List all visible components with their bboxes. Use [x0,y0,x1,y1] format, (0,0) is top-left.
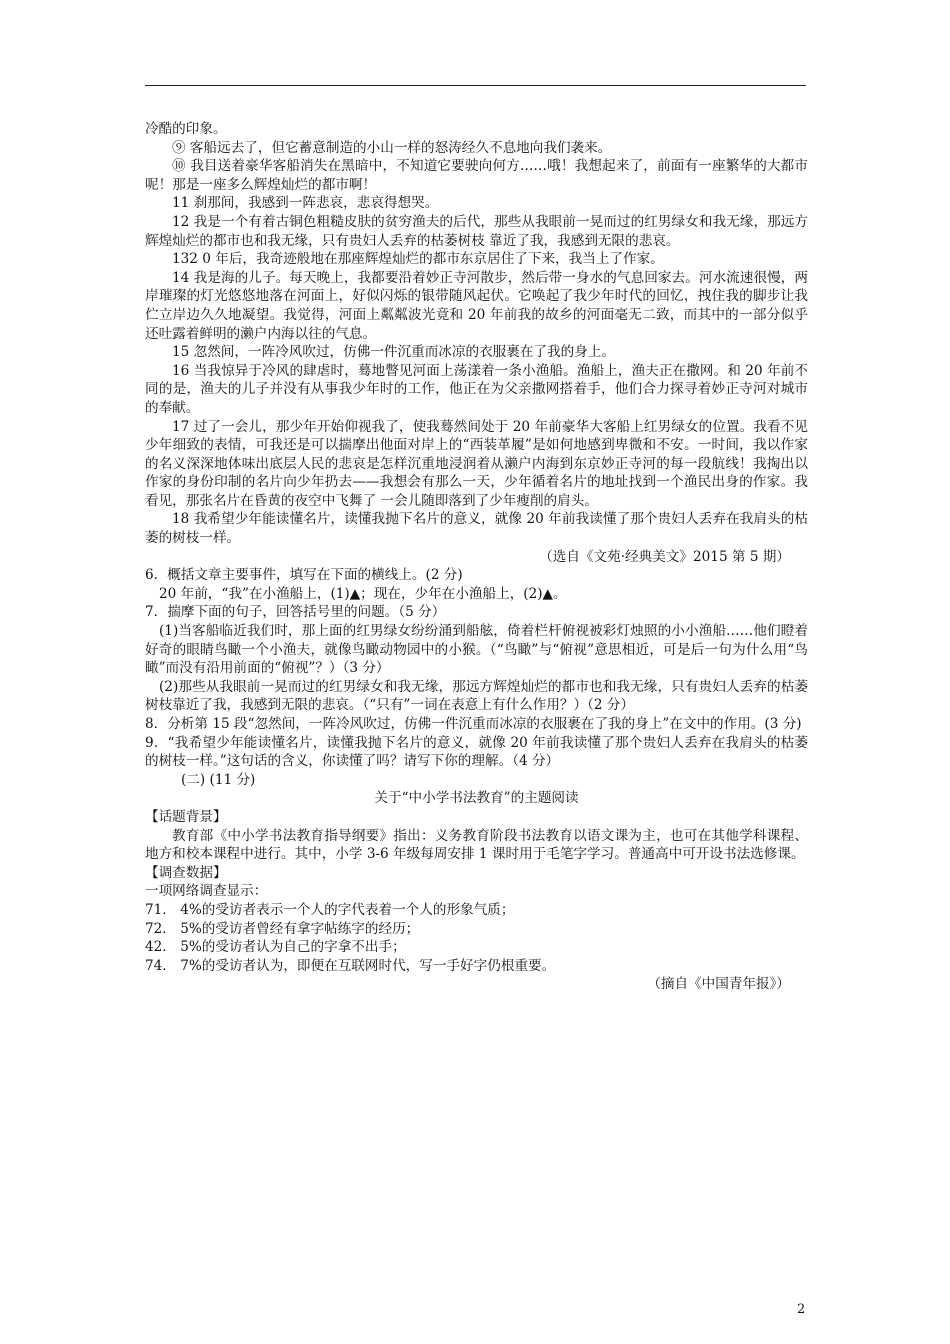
topic-background-label: 【话题背景】 [145,808,227,825]
passage-paragraph: 17 过了一会儿，那少年开始仰视我了，使我蓦然间处于 20 年前豪华大客船上红男绿女的位置。我看不见少年细致的表情，可我还是可以揣摩出他面对岸上的“西装革履”是如何地感到卑微和不安。一时间，我以作家的名义深深地体味出底层人民的悲哀是怎样沉重地浸润着从濑户内海到东京妙正寺河的每一段航线！我掏出以作家的身份印制的名片向少年扔去——我想会有那么一天，少年循着名片的地址找到一个渔民出身的作家。我看见，那张名片在昏黄的夜空中飞舞了 一会儿随即落到了少年瘦削的肩头。 [145,418,808,509]
passage-paragraph: ⑨ 客船远去了，但它蓄意制造的小山一样的怒涛经久不息地向我们袭来。 [172,139,612,156]
question-7-part-1: (1)当客船临近我们时，那上面的红男绿女纷纷涌到船舷，倚着栏杆俯视被彩灯烛照的小小渔船……他们瞪着好奇的眼睛鸟瞰一个小渔夫，就像鸟瞰动物园中的小猴。（“鸟瞰”与“俯视”意思相近，可是后一句为什么用“鸟瞰”而没有沿用前面的“俯视”？）（3 分） [145,623,808,677]
passage-paragraph: 冷酷的印象。 [145,121,227,137]
passage-paragraph: 12 我是一个有着古铜色粗糙皮肤的贫穷渔夫的后代，那些从我眼前一晃而过的红男绿女和我无缘，那远方辉煌灿烂的都市也和我无缘，只有贵妇人丢弃的枯萎树枝 靠近了我，我感到无限的悲哀。 [145,213,808,249]
question-9: 9．“我希望少年能读懂名片，读懂我抛下名片的意义，就像 20 年前我读懂了那个贵妇人丢弃在我肩头的枯萎的树枝一样。”这句话的含义，你读懂了吗？请写下你的理解。（4 分） [145,734,808,770]
passage-paragraph: 18 我希望少年能读懂名片，读懂我抛下名片的意义，就像 20 年前我读懂了那个贵妇人丢弃在我肩头的枯萎的树枝一样。 [145,511,808,547]
passage-paragraph: 132 0 年后，我奇迹般地在那座辉煌灿烂的都市东京居住了下来，我当上了作家。 [172,251,664,268]
section-heading: (二) (11 分) [181,771,256,788]
header-rule [145,85,806,86]
question-7-part-2: (2)那些从我眼前一晃而过的红男绿女和我无缘，那远方辉煌灿烂的都市也和我无缘，只有贵妇人丢弃的枯萎树枝靠近了我，我感到无限的悲哀。（“只有”一词在表意上有什么作用？）（2 分） [145,678,808,714]
passage-paragraph: ⑩ 我目送着豪华客船消失在黑暗中，不知道它要驶向何方……哦！我想起来了，前面有一座繁华的大都市呢！那是一座多么辉煌灿烂的都市啊！ [145,158,808,193]
passage-source: （选自《文苑·经典美文》2015 第 5 期） [539,548,790,565]
question-6-blank-line: 20 年前，“我”在小渔船上，(1)▲；现在，少年在小渔船上，(2)▲。 [159,585,567,602]
survey-stat: 74． 7%的受访者认为，即便在互联网时代，写一手好字仍根重要。 [145,957,556,974]
question-7: 7．揣摩下面的句子，回答括号里的问题。（5 分） [145,604,446,621]
survey-intro: 一项网络调查显示： [145,883,268,900]
survey-stat: 71． 4%的受访者表示一个人的字代表着一个人的形象气质； [145,901,515,918]
page-number: 2 [797,1302,806,1317]
survey-stat: 72． 5%的受访者曾经有拿字帖练字的经历； [145,920,420,937]
section-title: 关于“中小学书法教育”的主题阅读 [374,790,579,807]
passage-paragraph: 15 忽然间，一阵冷风吹过，仿佛一件沉重而冰凉的衣服裹在了我的身上。 [172,344,616,361]
survey-stat: 42． 5%的受访者认为自己的字拿不出手； [145,939,406,956]
survey-source: （摘自《中国青年报》） [647,976,790,993]
survey-data-label: 【调查数据】 [145,864,227,881]
topic-background-text: 教育部《中小学书法教育指导纲要》指出：义务教育阶段书法教育以语文课为主，也可在其他学科课程、地方和校本课程中进行。其中，小学 3-6 年级每周安排 1 课时用于毛笔字学习。普通高中可开设书法选修课。 [145,827,808,863]
passage-paragraph: 11 刹那间，我感到一阵悲哀，悲哀得想哭。 [172,195,439,212]
question-6: 6．概括文章主要事件，填写在下面的横线上。(2 分) [145,567,463,584]
question-8: 8．分析第 15 段“忽然间，一阵冷风吹过，仿佛一件沉重而冰凉的衣服裹在了我的身上”在文中的作用。(3 分) [145,716,802,732]
passage-paragraph: 16 当我惊异于冷风的肆虐时，蓦地瞥见河面上荡漾着一条小渔船。渔船上，渔夫正在撒网。和 20 年前不同的是，渔夫的儿子并没有从事我少年时的工作，他正在为父亲撒网搭着手，他们合力探寻着妙正寺河对城市的奉献。 [145,362,808,416]
document-body [145,120,808,994]
passage-paragraph: 14 我是海的儿子。每天晚上，我都要沿着妙正寺河散步，然后带一身水的气息回家去。河水流速很慢，两岸璀璨的灯光悠悠地落在河面上，好似闪烁的银带随风起伏。它唤起了我少年时代的回忆，拽住我的脚步让我伫立岸边久久地凝望。我觉得，河面上粼粼波光竟和 20 年前我的故乡的河面毫无二致，而其中的一部分似乎还吐露着鲜明的濑户内海以往的气息。 [145,269,808,342]
